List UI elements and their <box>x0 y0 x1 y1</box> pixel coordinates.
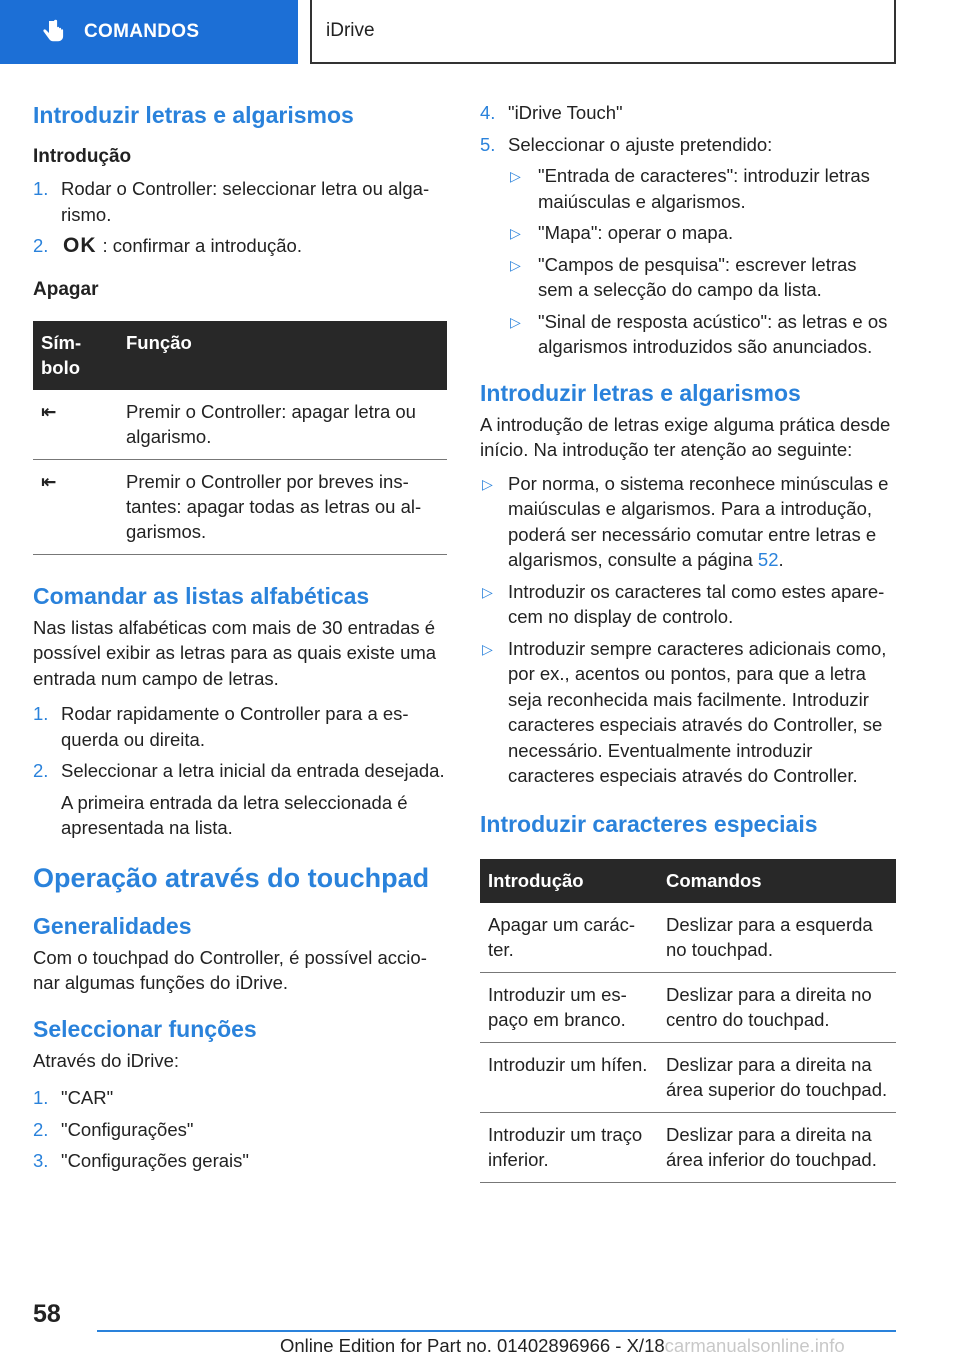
list-item: 2. Seleccionar a letra inicial da entrada desejada. <box>33 760 445 781</box>
heading-listas: Comandar as listas alfabéticas <box>33 582 370 609</box>
list-item: ▷ "Sinal de resposta acústico": as letras e os algarismos introduzidos são anunciados. <box>510 310 888 357</box>
heading-generalidades: Generalidades <box>33 912 192 939</box>
col-header-comandos: Comandos <box>658 859 896 903</box>
hand-pointer-icon <box>40 19 66 45</box>
list-item: 2. "Configurações" <box>33 1118 194 1140</box>
list-item: 1. Rodar rapidamente o Controller para a esquerda ou direita. <box>33 703 409 750</box>
heading-touchpad: Operação através do touchpad <box>33 862 430 893</box>
triangle-bullet-icon: ▷ <box>510 313 521 330</box>
list-item: ▷ "Mapa": operar o mapa. <box>508 220 896 246</box>
steps-introducao <box>33 176 447 259</box>
list-item: ▷ Por norma, o sistema reconhece minúsculas e maiúsculas e algarismos. Para a introdução, poderá ser necessário comutar entre letras e algarismos, consulte a página 52. <box>482 472 889 570</box>
heading-introduzir-2: Introduzir letras e algarismos <box>480 379 801 406</box>
list-item: 1. "CAR" <box>33 1087 114 1108</box>
paragraph: Nas listas alfabéticas com mais de 30 entradas é possível exibir as letras para as quais existe uma entrada num campo de letras. <box>33 616 437 689</box>
steps-listas <box>33 701 447 784</box>
table-row: ⇤ Premir o Controller: apagar letra ou algarismo. <box>33 390 447 460</box>
list-item: ▷ Introduzir os caracteres tal como estes aparecem no display de controlo. <box>482 580 885 627</box>
special-chars-table <box>480 859 896 1183</box>
triangle-bullet-icon: ▷ <box>510 256 521 273</box>
table-row: Introduzir um espaço em branco. Deslizar para a direita no centro do touchpad. <box>480 972 896 1042</box>
paragraph: Através do iDrive: <box>33 1049 179 1071</box>
left-column <box>33 100 447 1180</box>
backspace-icon: ⇤ <box>33 390 118 460</box>
chapter-title: iDrive <box>310 0 896 64</box>
paragraph: A introdução de letras exige alguma prática desde início. Na introdução ter atenção ao seguinte: <box>480 413 891 460</box>
list-item: 4. "iDrive Touch" <box>480 102 623 123</box>
subheading-introducao: Introdução <box>33 146 132 167</box>
steps-seleccionar <box>33 1085 447 1174</box>
list-item: 5. Seleccionar o ajuste pretendido: <box>480 133 773 155</box>
section-label: COMANDOS <box>84 21 200 43</box>
steps-continued <box>480 100 896 157</box>
triangle-bullet-icon: ▷ <box>482 640 493 657</box>
table-row: Introduzir um hífen. Deslizar para a direita na área superior do touchpad. <box>480 1042 896 1112</box>
heading-seleccionar: Seleccionar funções <box>33 1015 257 1042</box>
heading-introduzir: Introduzir letras e algarismos <box>33 102 354 128</box>
list-item: 2. OK : confirmar a introdução. <box>33 234 302 257</box>
triangle-bullet-icon: ▷ <box>482 475 493 492</box>
heading-especiais: Introduzir caracteres especiais <box>480 810 818 837</box>
col-header-simbolo: Símbolo <box>33 321 118 390</box>
page-link[interactable]: 52 <box>757 549 779 570</box>
tips-list <box>480 471 896 789</box>
delete-table <box>33 321 447 555</box>
sub-options-list <box>480 163 896 360</box>
watermark: carmanualsonline.info <box>664 1335 845 1356</box>
footer-rule <box>97 1330 896 1332</box>
list-item: ▷ "Entrada de caracteres": introduzir letras maiúsculas e algarismos. <box>510 165 870 212</box>
table-row: Apagar um carácter. Deslizar para a esquerda no touchpad. <box>480 903 896 973</box>
paragraph: Com o touchpad do Controller, é possível accionar algumas funções do iDrive. <box>33 946 427 993</box>
backspace-icon: ⇤ <box>33 459 118 554</box>
col-header-funcao: Função <box>118 321 447 390</box>
list-item: ▷ "Campos de pesquisa": escrever letras sem a selecção do campo da lista. <box>510 253 857 300</box>
right-column <box>480 100 896 1183</box>
table-row: ⇤ Premir o Controller por breves instantes: apagar todas as letras ou algarismos. <box>33 459 447 554</box>
ok-icon: OK <box>63 234 97 257</box>
triangle-bullet-icon: ▷ <box>510 225 521 241</box>
list-item: 1. Rodar o Controller: seleccionar letra ou algarismo. <box>33 178 430 225</box>
list-item: 3. "Configurações gerais" <box>33 1150 249 1171</box>
section-tab <box>0 0 298 64</box>
triangle-bullet-icon: ▷ <box>510 168 521 184</box>
list-item: ▷ Introduzir sempre caracteres adicionais como, por ex., acentos ou pontos, para que a letra seja reconhecida mais facilmente. Introduzir caracteres especiais através do Controller, se necessário. Eventualmente introduzir caracteres especiais através do Controller. <box>482 637 887 786</box>
footer-edition: Online Edition for Part no. 01402896966 - X/18carmanualsonline.info <box>280 1335 845 1356</box>
step-note: A primeira entrada da letra seleccionada é apresentada na lista. <box>61 791 408 838</box>
subheading-apagar: Apagar <box>33 278 99 300</box>
page-number: 58 <box>33 1300 61 1328</box>
triangle-bullet-icon: ▷ <box>482 583 493 600</box>
col-header-introducao: Introdução <box>480 859 658 903</box>
table-row: Introduzir um traço inferior. Deslizar para a direita na área inferior do touchpad. <box>480 1112 896 1182</box>
